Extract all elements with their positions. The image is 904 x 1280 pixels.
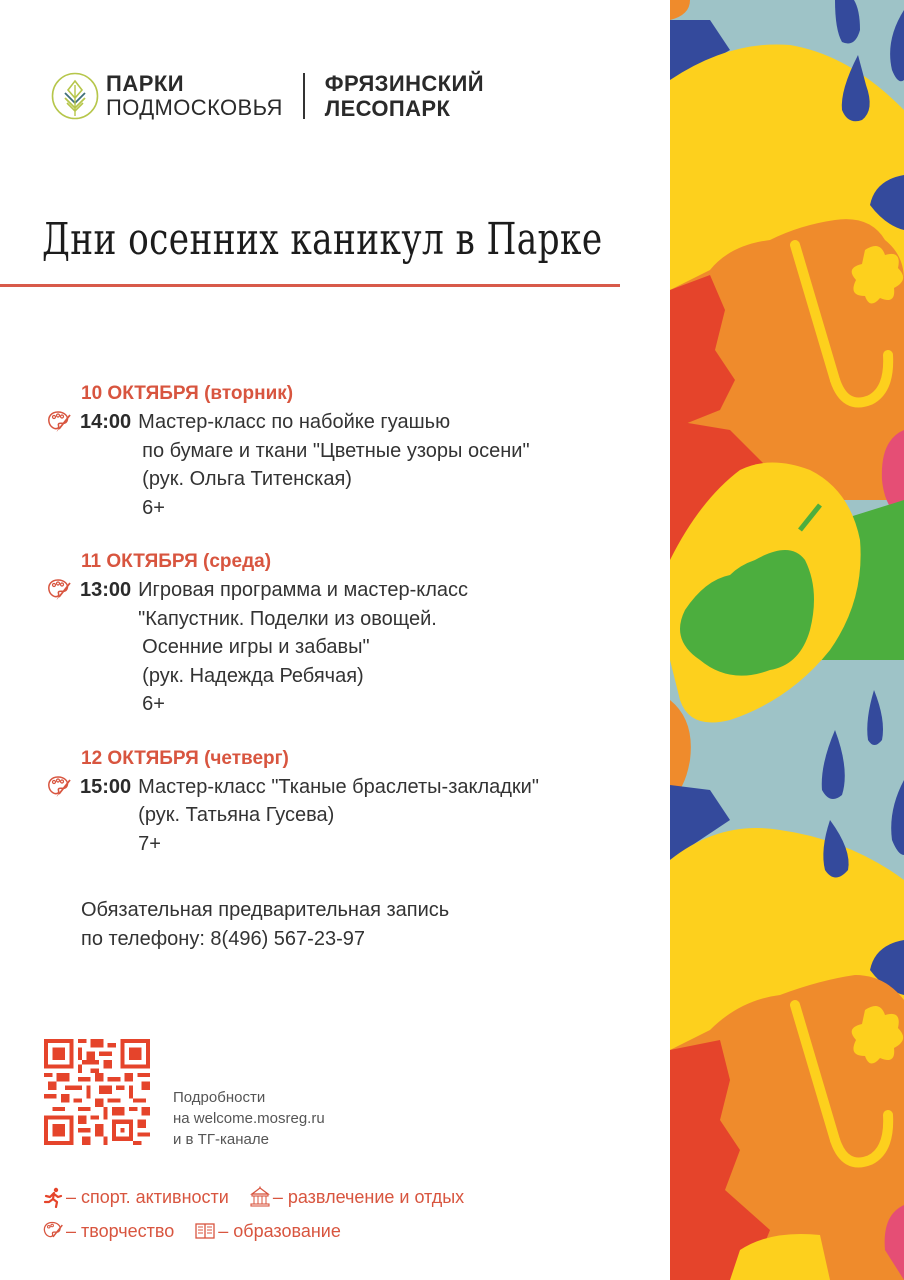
park-name xyxy=(324,70,484,121)
event-line: (рук. Татьяна Гусева) xyxy=(138,804,335,826)
note-line-1: Обязательная предварительная запись xyxy=(81,899,450,921)
palette-icon xyxy=(46,577,72,603)
autumn-illustration-panel xyxy=(670,0,904,1280)
icon-legend xyxy=(42,1180,484,1248)
legend-label: – развлечение и отдых xyxy=(272,1187,465,1207)
event-line: Осенние игры и забавы" xyxy=(142,636,370,658)
brand-line-2: ПОДМОСКОВЬЯ xyxy=(106,95,283,120)
legend-item-sport xyxy=(42,1180,229,1214)
leaf-circle-icon xyxy=(50,71,100,121)
event-description xyxy=(138,408,529,522)
header xyxy=(50,70,484,122)
brand-line-1: ПАРКИ xyxy=(106,71,185,96)
event-line: Игровая программа и мастер-класс xyxy=(138,579,468,601)
schedule xyxy=(46,380,646,884)
event-row xyxy=(46,773,646,859)
open-book-icon xyxy=(194,1220,216,1242)
event-line: Мастер-класс "Тканые браслеты-закладки" xyxy=(138,775,539,798)
event-description xyxy=(138,773,539,859)
day-date: 10 ОКТЯБРЯ (вторник) xyxy=(81,383,294,404)
event-line: (рук. Надежда Ребячая) xyxy=(142,664,364,687)
running-person-icon xyxy=(42,1186,64,1208)
event-time: 13:00 xyxy=(80,579,132,601)
event-line: "Капустник. Поделки из овощей. xyxy=(138,607,437,630)
legend-item-education xyxy=(194,1214,341,1248)
park-line-1: ФРЯЗИНСКИЙ xyxy=(324,70,484,96)
more-info-line-1: Подробности xyxy=(173,1089,266,1106)
event-time: 14:00 xyxy=(80,411,132,433)
header-divider xyxy=(303,73,305,119)
event-row xyxy=(46,408,646,522)
event-line: Мастер-класс по набойке гуашью xyxy=(138,411,451,433)
brand-name xyxy=(106,73,283,119)
event-age: 6+ xyxy=(142,496,165,519)
page-title: Дни осенних каникул в Парке xyxy=(42,214,603,265)
day-date: 12 ОКТЯБРЯ (четверг) xyxy=(81,747,289,769)
park-line-2: ЛЕСОПАРК xyxy=(324,95,451,121)
schedule-day xyxy=(46,548,646,719)
palette-icon xyxy=(46,774,72,800)
legend-item-entertainment xyxy=(249,1180,464,1214)
event-age: 6+ xyxy=(142,693,165,715)
carousel-icon xyxy=(249,1186,271,1208)
qr-code-icon[interactable] xyxy=(44,1039,150,1145)
schedule-day xyxy=(46,745,646,859)
more-info-line-3: и в ТГ-канале xyxy=(173,1131,269,1148)
legend-item-creativity xyxy=(42,1214,174,1248)
event-time: 15:00 xyxy=(80,775,132,798)
palette-icon xyxy=(46,409,72,435)
event-age: 7+ xyxy=(138,832,161,855)
legend-label: – творчество xyxy=(66,1221,175,1241)
event-row xyxy=(46,576,646,719)
registration-note xyxy=(81,896,449,953)
legend-row xyxy=(42,1180,484,1214)
more-info xyxy=(173,1087,325,1150)
note-phone-line: по телефону: 8(496) 567-23-97 xyxy=(81,927,365,950)
event-description xyxy=(138,576,468,719)
day-date: 11 ОКТЯБРЯ (среда) xyxy=(81,551,272,572)
event-line: (рук. Ольга Титенская) xyxy=(142,468,352,490)
title-underline xyxy=(0,284,620,287)
legend-label: – спорт. активности xyxy=(66,1187,229,1207)
event-line: по бумаге и ткани "Цветные узоры осени" xyxy=(142,439,530,462)
legend-row xyxy=(42,1214,484,1248)
more-info-website[interactable]: на welcome.mosreg.ru xyxy=(173,1110,325,1127)
palette-icon xyxy=(42,1220,64,1242)
legend-label: – образование xyxy=(218,1221,341,1241)
schedule-day xyxy=(46,380,646,522)
